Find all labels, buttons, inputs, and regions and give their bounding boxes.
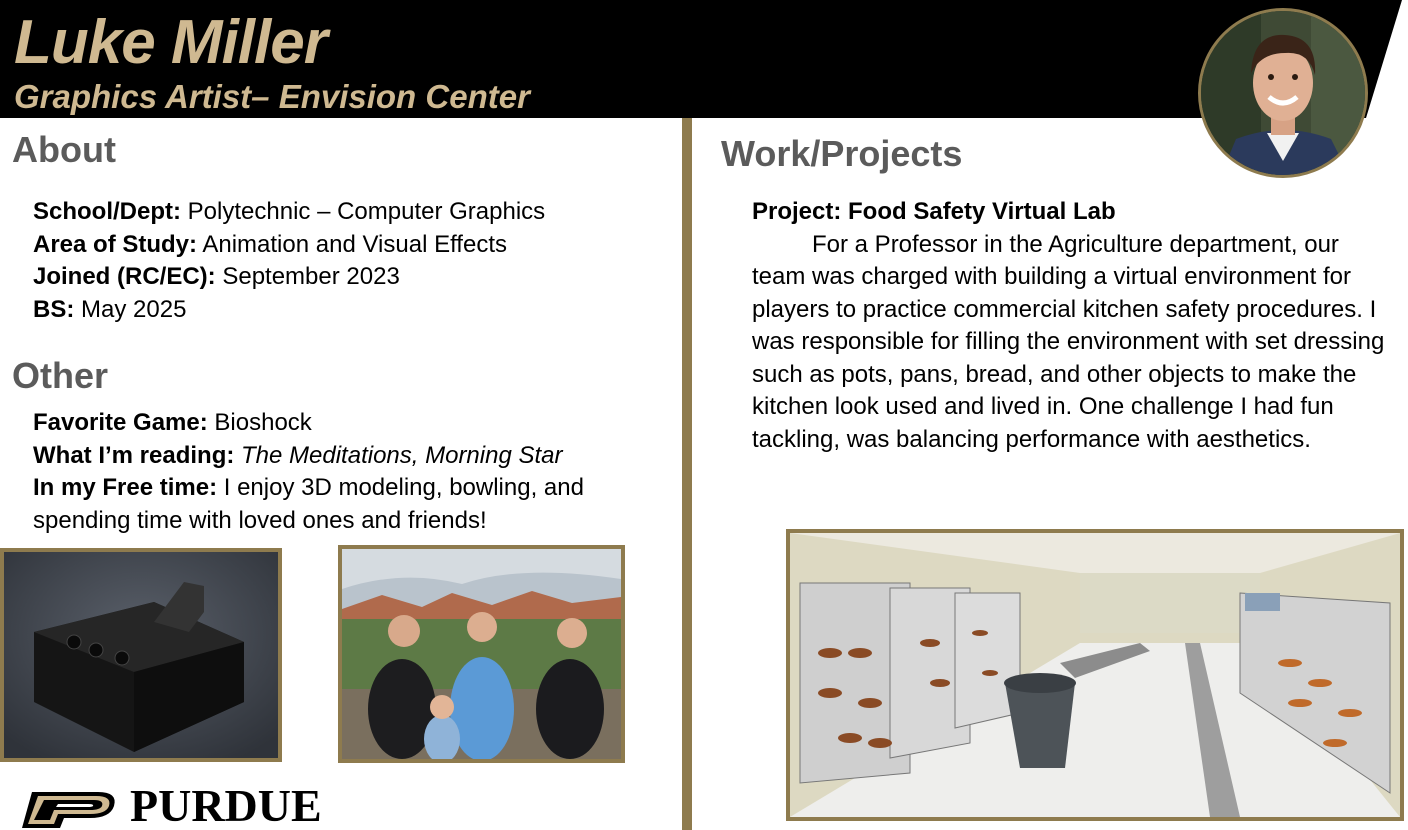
project-body: For a Professor in the Agriculture department, our team was charged with building a virtual environment for players to practice commercial kitchen safety procedures. I was responsible for filling the environment with set dressing such as pots, pans, bread, and other objects to make the kitchen look used and lived in. One challenge I had fun tackling, was balancing performance with aesthetics. bbox=[752, 230, 1385, 453]
about-value: Polytechnic – Computer Graphics bbox=[181, 198, 546, 225]
throttle-model-illustration bbox=[4, 552, 278, 758]
about-value: September 2023 bbox=[215, 263, 400, 290]
3d-model-photo bbox=[0, 548, 282, 762]
about-label: BS: bbox=[33, 295, 75, 323]
person-role: Graphics Artist– Envision Center bbox=[14, 78, 530, 115]
kitchen-environment-screenshot bbox=[786, 529, 1404, 821]
project-title: Project: Food Safety Virtual Lab bbox=[752, 198, 1116, 225]
kitchen-scene-illustration bbox=[790, 533, 1400, 817]
group-photo-illustration bbox=[342, 549, 621, 759]
purdue-p-mark-icon bbox=[18, 782, 122, 830]
about-label: Joined (RC/EC): bbox=[33, 263, 216, 290]
friends-photo bbox=[338, 545, 625, 763]
project-description bbox=[752, 196, 1392, 456]
other-info bbox=[33, 407, 673, 537]
reading-row bbox=[33, 440, 673, 473]
favorite-game-value: Bioshock bbox=[207, 409, 312, 436]
about-row-school bbox=[33, 196, 673, 229]
work-heading: Work/Projects bbox=[721, 133, 963, 174]
other-heading: Other bbox=[12, 355, 109, 396]
avatar bbox=[1198, 8, 1368, 178]
column-divider bbox=[682, 118, 692, 830]
free-time-label: In my Free time: bbox=[33, 474, 218, 501]
about-value: May 2025 bbox=[74, 295, 187, 323]
about-label: Area of Study: bbox=[33, 230, 198, 258]
free-time-row bbox=[33, 472, 673, 537]
about-row-area bbox=[33, 229, 673, 262]
project-body-wrapper bbox=[752, 229, 1392, 457]
about-heading: About bbox=[12, 129, 116, 170]
reading-value: The Meditations, Morning Star bbox=[234, 441, 563, 469]
about-row-bs bbox=[33, 294, 673, 327]
person-name: Luke Miller bbox=[14, 8, 327, 77]
about-row-joined bbox=[33, 261, 673, 294]
portrait-illustration bbox=[1201, 11, 1365, 175]
favorite-game-row bbox=[33, 407, 673, 440]
purdue-wordmark: PURDUE bbox=[130, 780, 322, 830]
reading-label: What I’m reading: bbox=[33, 441, 235, 469]
about-info bbox=[33, 196, 673, 326]
favorite-game-label: Favorite Game: bbox=[33, 409, 208, 436]
free-time-value: I enjoy 3D modeling, bowling, and spending time with loved ones and friends! bbox=[33, 474, 584, 534]
about-value: Animation and Visual Effects bbox=[197, 230, 507, 258]
about-label: School/Dept: bbox=[33, 198, 181, 225]
purdue-logo bbox=[18, 782, 338, 830]
